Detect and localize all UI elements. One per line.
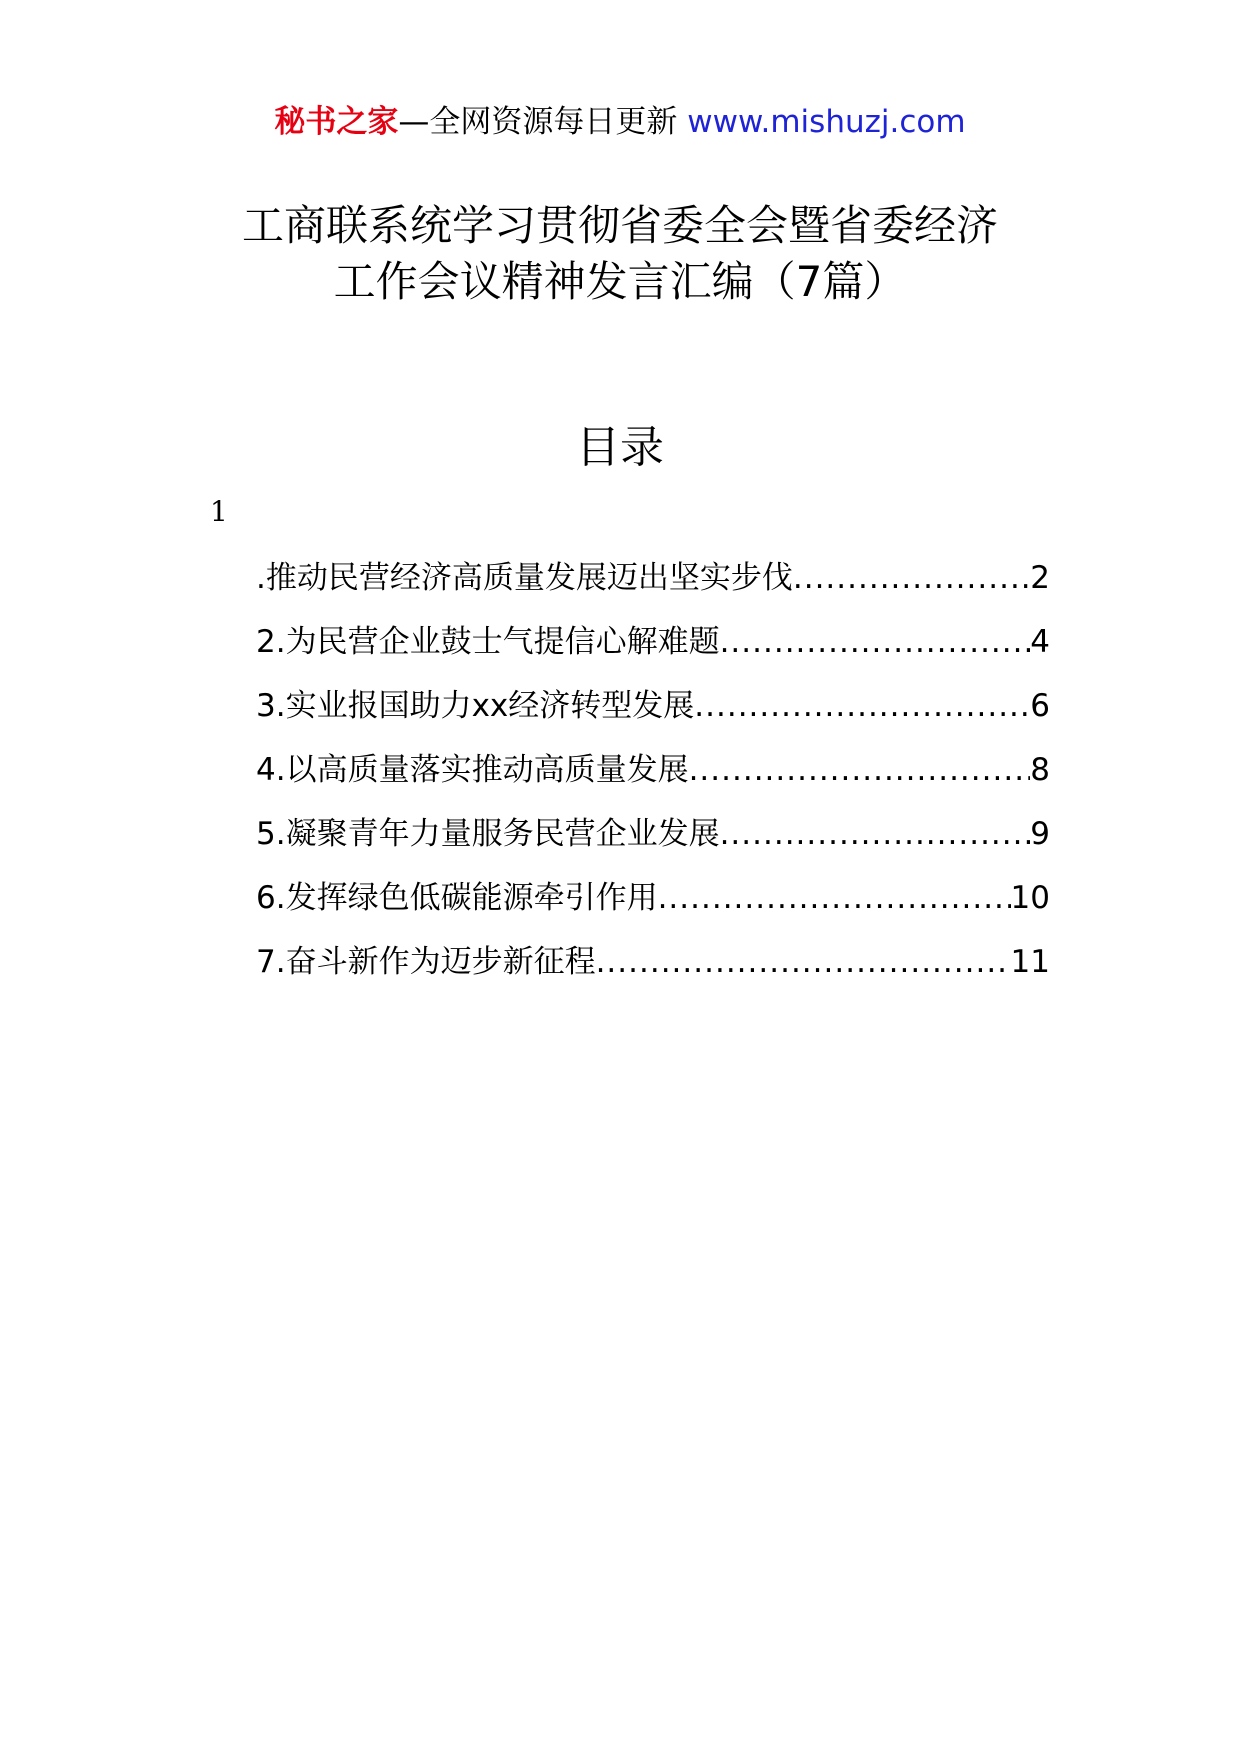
toc-stray-number: 1 bbox=[210, 495, 228, 528]
toc-item-1[interactable] bbox=[256, 556, 1050, 620]
title-line-1: 工商联系统学习贯彻省委全会暨省委经济 bbox=[241, 201, 998, 250]
toc-item-6[interactable] bbox=[256, 876, 1050, 940]
title-line-2: 工作会议精神发言汇编（7篇） bbox=[333, 257, 907, 306]
toc-item-label: .推动民营经济高质量发展迈出坚实步伐 bbox=[256, 560, 793, 596]
toc-item-label: 6.发挥绿色低碳能源牵引作用 bbox=[256, 880, 658, 916]
toc-item-label: 7.奋斗新作为迈步新征程 bbox=[256, 944, 596, 980]
toc-page-number: 9 bbox=[1030, 816, 1050, 852]
site-url-link[interactable]: www.mishuzj.com bbox=[687, 104, 966, 140]
toc-dot-leader bbox=[720, 620, 1031, 664]
toc-item-2[interactable] bbox=[256, 620, 1050, 684]
table-of-contents bbox=[256, 556, 1050, 1004]
toc-dot-leader bbox=[694, 684, 1030, 728]
toc-page-number: 4 bbox=[1030, 624, 1050, 660]
document-title bbox=[0, 198, 1240, 310]
site-header bbox=[0, 100, 1240, 144]
toc-dot-leader bbox=[793, 556, 1030, 600]
toc-dot-leader bbox=[596, 940, 1011, 984]
toc-page-number: 2 bbox=[1030, 560, 1050, 596]
brand-name: 秘书之家 bbox=[274, 104, 399, 140]
toc-heading: 目录 bbox=[576, 422, 664, 473]
toc-page-number: 10 bbox=[1010, 880, 1050, 916]
toc-dot-leader bbox=[720, 812, 1031, 856]
toc-page-number: 11 bbox=[1010, 944, 1050, 980]
toc-item-label: 3.实业报国助力xx经济转型发展 bbox=[256, 688, 695, 724]
toc-page-number: 8 bbox=[1030, 752, 1050, 788]
toc-item-5[interactable] bbox=[256, 812, 1050, 876]
toc-item-4[interactable] bbox=[256, 748, 1050, 812]
toc-dot-leader bbox=[658, 876, 1011, 920]
site-slogan: —全网资源每日更新 bbox=[398, 104, 678, 140]
toc-dot-leader bbox=[689, 748, 1031, 792]
toc-item-label: 5.凝聚青年力量服务民营企业发展 bbox=[256, 816, 720, 852]
toc-item-label: 4.以高质量落实推动高质量发展 bbox=[256, 752, 689, 788]
toc-item-label: 2.为民营企业鼓士气提信心解难题 bbox=[256, 624, 720, 660]
toc-item-3[interactable] bbox=[256, 684, 1050, 748]
toc-item-7[interactable] bbox=[256, 940, 1050, 1004]
toc-page-number: 6 bbox=[1030, 688, 1050, 724]
